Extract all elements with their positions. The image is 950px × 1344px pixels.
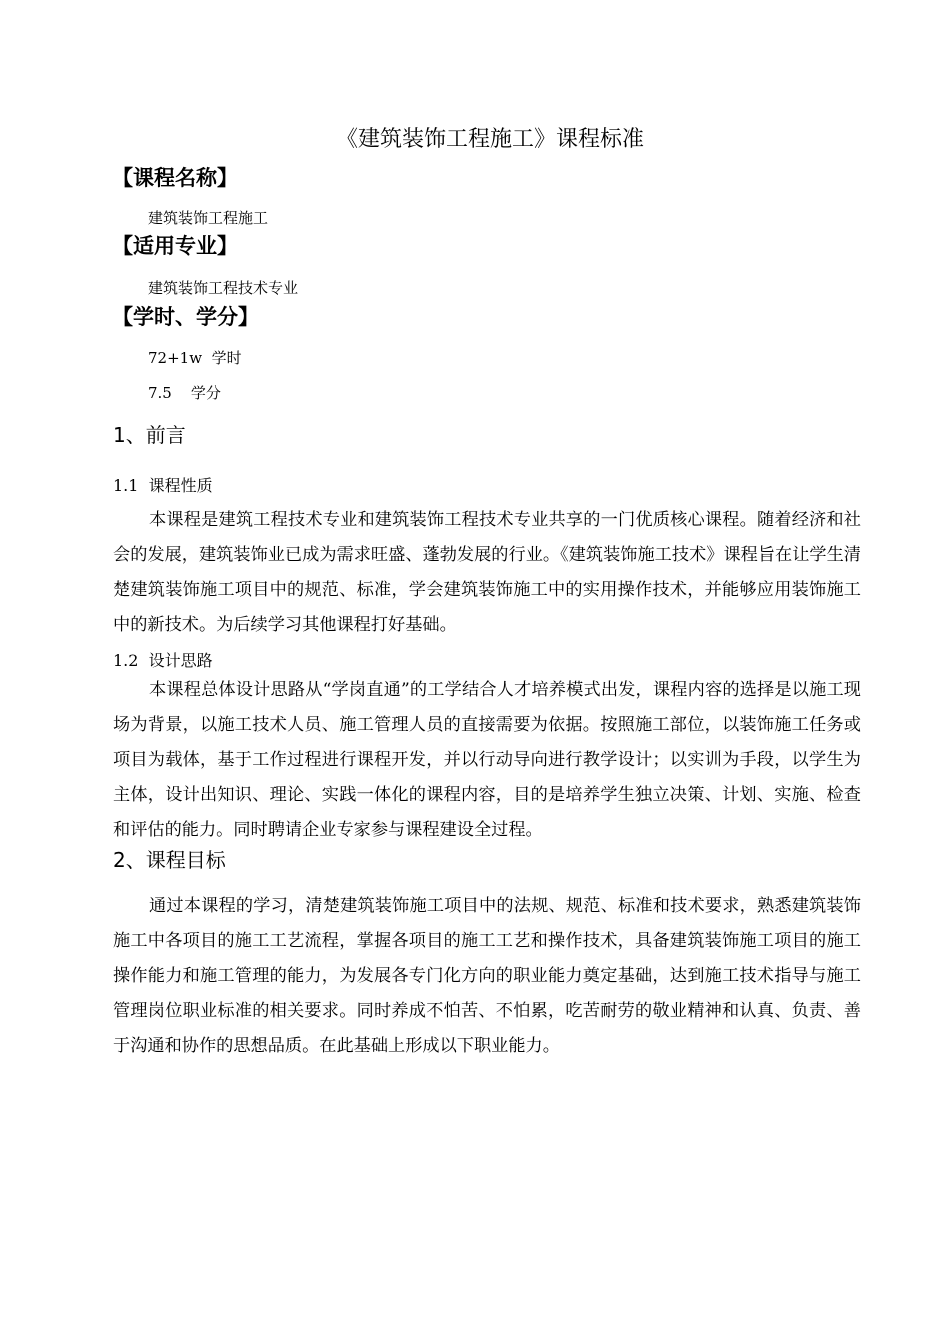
- course-name-value: 建筑装饰工程施工: [148, 209, 269, 227]
- section1-2-paragraph: 本课程总体设计思路从“学岗直通”的工学结合人才培养模式出发，课程内容的选择是以施工现场为背景，以施工技术人员、施工管理人员的直接需要为依据。按照施工部位，以装饰施工任务或项目为载体，基于工作过程进行课程开发，并以行动导向进行教学设计；以实训为手段，以学生为主体，设计出知识、理论、实践一体化的课程内容，目的是培养学生独立决策、计划、实施、检查和评估的能力。同时聘请企业专家参与课程建设全过程。: [113, 680, 861, 840]
- document-title: 《建筑装饰工程施工》课程标准: [335, 127, 644, 152]
- hours-credits-heading: 【学时、学分】: [112, 305, 259, 329]
- section1-2-heading: 1.2 设计思路: [113, 651, 213, 670]
- hours-value: 72+1w 学时: [148, 349, 242, 367]
- section2-paragraph: 通过本课程的学习，清楚建筑装饰施工项目中的法规、规范、标准和技术要求，熟悉建筑装饰施工中各项目的施工工艺流程，掌握各项目的施工工艺和操作技术，具备建筑装饰施工项目的施工操作能力和施工管理的能力，为发展各专门化方向的职业能力奠定基础，达到施工技术指导与施工管理岗位职业标准的相关要求。同时养成不怕苦、不怕累，吃苦耐劳的敬业精神和认真、负责、善于沟通和协作的思想品质。在此基础上形成以下职业能力。: [113, 896, 861, 1056]
- credits-value: 7.5 学分: [148, 384, 221, 402]
- section1-1-heading: 1.1 课程性质: [113, 476, 213, 495]
- section1-1-paragraph: 本课程是建筑工程技术专业和建筑装饰工程技术专业共享的一门优质核心课程。随着经济和社会的发展，建筑装饰业已成为需求旺盛、蓬勃发展的行业。《建筑装饰施工技术》课程旨在让学生清楚建筑装饰施工项目中的规范、标准，学会建筑装饰施工中的实用操作技术，并能够应用装饰施工中的新技术。为后续学习其他课程打好基础。: [113, 510, 861, 635]
- course-name-heading: 【课程名称】: [112, 166, 238, 190]
- major-value: 建筑装饰工程技术专业: [148, 279, 299, 297]
- section1-heading: 1、前言: [113, 423, 186, 447]
- section2-heading: 2、课程目标: [113, 848, 226, 872]
- major-heading: 【适用专业】: [112, 234, 238, 258]
